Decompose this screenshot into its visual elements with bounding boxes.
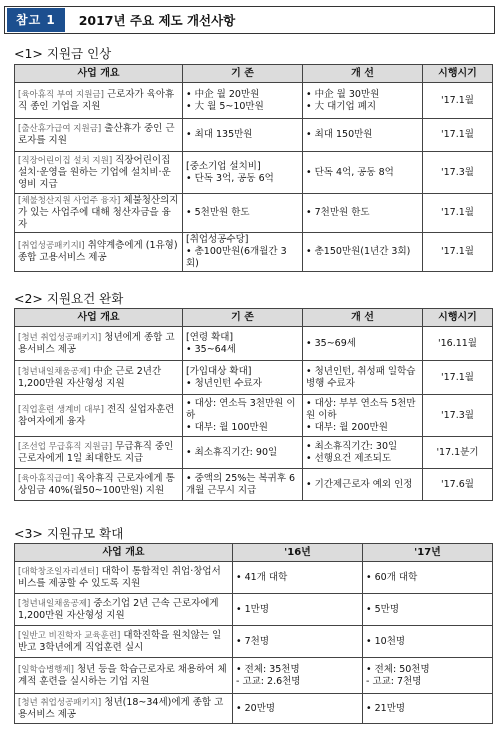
- row-date: '17.1월: [423, 233, 493, 272]
- row-date: '17.3월: [423, 152, 493, 194]
- table-header-row: [15, 544, 493, 562]
- row-after-line: • 대부: 월 200만원: [306, 421, 388, 433]
- row-after: [303, 469, 423, 501]
- row-desc-text: 대학진학을 원치않는 일반고 3학년에게 직업훈련 실시: [18, 629, 222, 653]
- row-after-line: - 고교: 7천명: [366, 675, 422, 687]
- row-tag: [청년 취업성공패키지]: [18, 332, 102, 343]
- row-desc-text: 체불청산의지가 있는 사업주에 대해 청산자금을 융자: [18, 195, 179, 230]
- row-before-line: [중소기업 설치비]: [186, 160, 261, 172]
- row-desc-text: 청년에게 종합 고용서비스 제공: [18, 331, 175, 355]
- row-before: [183, 469, 303, 501]
- table-header-row: [15, 309, 493, 327]
- column-header: 사업 개요: [15, 309, 183, 327]
- row-desc-text: 청년 등을 학습근로자로 채용하여 체계적 훈련을 실시하는 기업 지원: [18, 663, 227, 687]
- row-after-line: • 전체: 50천명: [366, 663, 430, 675]
- row-desc-text: 중소기업 2년 근속 근로자에게 1,200만원 자산형성 지원: [18, 597, 219, 621]
- row-tag: [체불청산지원 사업주 융자]: [18, 196, 121, 206]
- row-tag: [취업성공패키지Ⅰ]: [18, 241, 85, 251]
- row-before-line: [연령 확대]: [186, 331, 234, 343]
- row-before: [233, 562, 363, 594]
- row-description: [15, 658, 233, 694]
- row-description: [15, 152, 183, 194]
- row-before: [183, 233, 303, 272]
- row-desc-text: 육아휴직 근로자에게 통상임금 40%(월50~100만원) 지원: [18, 472, 175, 496]
- table-header-row: [15, 65, 493, 83]
- table-row: [15, 361, 493, 395]
- section1-title: <1> 지원금 인상: [14, 46, 112, 61]
- row-after-line: • 中企 월 30만원: [306, 88, 380, 100]
- table-row: [15, 469, 493, 501]
- row-after: [363, 562, 493, 594]
- row-date: '17.6월: [423, 469, 493, 501]
- row-after: [363, 658, 493, 694]
- row-after-line: • 21만명: [366, 702, 406, 714]
- row-before-line: • 단독 3억, 공동 6억: [186, 172, 274, 184]
- section2-table: [14, 308, 493, 501]
- row-before-line: • 35~64세: [186, 343, 236, 355]
- row-after-line: • 大 대기업 폐지: [306, 100, 377, 112]
- table-row: [15, 194, 493, 233]
- row-desc-text: 대학이 통합적인 취업·창업서비스를 제공할 수 있도록 지원: [18, 565, 221, 589]
- row-desc-text: 근로자가 육아휴직 종인 기업을 지원: [18, 88, 175, 112]
- row-tag: [직장어린이집 설치 지원]: [18, 155, 113, 166]
- row-after-line: • 선행요건 제조되도: [306, 452, 392, 464]
- document-header: [4, 6, 495, 34]
- section2-title: <2> 지원요건 완화: [14, 291, 124, 306]
- row-before-line: • 중액의 25%는 복귀후 6개월 근무시 지급: [186, 472, 296, 496]
- row-after: [303, 395, 423, 437]
- row-description: [15, 233, 183, 272]
- column-header: 사업 개요: [15, 65, 183, 83]
- row-date: '17.1월: [423, 361, 493, 395]
- row-after: [303, 437, 423, 469]
- row-description: [15, 626, 233, 658]
- row-after-line: • 60개 대학: [366, 571, 418, 583]
- row-before: [233, 658, 363, 694]
- column-header: 기 존: [183, 309, 303, 327]
- row-after: [363, 694, 493, 724]
- row-description: [15, 83, 183, 119]
- column-header: 개 선: [303, 309, 423, 327]
- row-desc-text: 직장어린이집 설치·운영을 원하는 기업에 설치비·운영비 지급: [18, 154, 171, 190]
- table-row: [15, 152, 493, 194]
- section1-table: [14, 64, 493, 272]
- column-header: 시행시기: [423, 309, 493, 327]
- row-before-line: [취업성공수당]: [186, 234, 249, 245]
- row-tag: [일반고 비진학자 교육훈련]: [18, 630, 121, 641]
- column-header: 사업 개요: [15, 544, 233, 562]
- row-after-line: • 단독 4억, 공동 8억: [306, 166, 394, 178]
- row-before: [233, 626, 363, 658]
- row-desc-text: 출산휴가 중인 근로자를 지원: [18, 123, 175, 146]
- row-before-line: • 전체: 35천명: [236, 663, 300, 675]
- row-tag: [청년 취업성공패키지]: [18, 697, 102, 708]
- row-description: [15, 469, 183, 501]
- row-after-line: • 최소휴직기간: 30일: [306, 440, 398, 452]
- row-before-line: • 총100만원(6개월간 3회): [186, 246, 287, 269]
- row-after-line: • 기간제근로자 예외 인정: [306, 478, 413, 490]
- row-tag: [청년내일채움공제]: [18, 598, 91, 609]
- table-row: [15, 233, 493, 272]
- table-row: [15, 626, 493, 658]
- row-before: [233, 694, 363, 724]
- table-row: [15, 562, 493, 594]
- row-before: [183, 327, 303, 361]
- row-after: [303, 83, 423, 119]
- row-after-line: • 7천만원 한도: [306, 207, 370, 218]
- row-before: [183, 119, 303, 152]
- column-header: 개 선: [303, 65, 423, 83]
- row-after: [363, 594, 493, 626]
- row-after-line: • 5만명: [366, 603, 400, 615]
- row-before-line: [가입대상 확대]: [186, 365, 252, 377]
- row-description: [15, 437, 183, 469]
- row-desc-text: 中企 근로 2년간 1,200만원 자산형성 지원: [18, 365, 162, 389]
- row-before-line: - 고교: 2.6천명: [236, 675, 301, 687]
- row-date: '17.1분기: [423, 437, 493, 469]
- row-before: [183, 361, 303, 395]
- row-desc-text: 무급휴직 중인 근로자에게 1일 최대한도 지급: [18, 440, 174, 464]
- row-after-line: • 총150만원(1년간 3회): [306, 246, 411, 257]
- row-before-line: • 41개 대학: [236, 571, 288, 583]
- row-before-line: • 청년인턴 수료자: [186, 377, 262, 389]
- table-row: [15, 83, 493, 119]
- row-before-line: • 7천명: [236, 635, 270, 647]
- table-row: [15, 594, 493, 626]
- column-header: 시행시기: [423, 65, 493, 83]
- row-after: [303, 152, 423, 194]
- row-after: [303, 194, 423, 233]
- row-desc-text: 취약계층에게 (1유형) 종합 고용서비스 제공: [18, 240, 178, 263]
- row-before-line: • 대부: 월 100만원: [186, 421, 268, 433]
- column-header: 기 존: [183, 65, 303, 83]
- row-after: [303, 233, 423, 272]
- row-description: [15, 395, 183, 437]
- column-header: '16년: [233, 544, 363, 562]
- row-after-line: • 10천명: [366, 635, 406, 647]
- table-row: [15, 694, 493, 724]
- row-tag: [대학창조일자리센터]: [18, 566, 99, 577]
- row-date: '17.3월: [423, 395, 493, 437]
- row-before: [183, 83, 303, 119]
- row-before-line: • 20만명: [236, 702, 276, 714]
- table-row: [15, 437, 493, 469]
- row-tag: [육아휴직급여]: [18, 473, 74, 484]
- row-before: [183, 194, 303, 233]
- row-description: [15, 361, 183, 395]
- row-tag: [직업훈련 생계비 대부]: [18, 404, 104, 415]
- row-date: '16.11월: [423, 327, 493, 361]
- row-after-line: • 대상: 부부 연소득 5천만원 이하: [306, 397, 416, 421]
- row-before: [183, 152, 303, 194]
- row-description: [15, 562, 233, 594]
- row-description: [15, 194, 183, 233]
- column-header: '17년: [363, 544, 493, 562]
- row-after: [363, 626, 493, 658]
- row-before: [233, 594, 363, 626]
- row-before: [183, 395, 303, 437]
- row-tag: [청년내일채움공제]: [18, 366, 91, 377]
- row-tag: [일학습병행제]: [18, 664, 74, 675]
- row-before-line: • 최대 135만원: [186, 129, 253, 140]
- row-before-line: • 5천만원 한도: [186, 207, 250, 218]
- table-row: [15, 119, 493, 152]
- row-after: [303, 119, 423, 152]
- row-date: '17.1월: [423, 194, 493, 233]
- row-after-line: • 35~69세: [306, 337, 356, 349]
- row-before-line: • 최소휴직기간: 90일: [186, 446, 278, 458]
- row-tag: [육아휴직 부여 지원금]: [18, 89, 104, 100]
- row-tag: [출산휴가급여 지원금]: [18, 124, 102, 134]
- reference-badge: 참고 1: [7, 8, 65, 32]
- row-after-line: • 최대 150만원: [306, 129, 373, 140]
- row-after: [303, 361, 423, 395]
- row-before-line: • 1만명: [236, 603, 270, 615]
- row-before-line: • 大 월 5~10만원: [186, 100, 264, 112]
- row-after: [303, 327, 423, 361]
- row-tag: [조선업 무급휴직 지원금]: [18, 441, 113, 452]
- table-row: [15, 658, 493, 694]
- row-before: [183, 437, 303, 469]
- table-row: [15, 395, 493, 437]
- row-desc-text: 청년(18~34세)에게 종합 고용서비스 제공: [18, 696, 224, 720]
- row-after-line: • 청년인턴, 취성패 일학습병행 수료자: [306, 365, 416, 389]
- section3-table: [14, 543, 493, 724]
- row-desc-text: 전직 실업자훈련 참여자에게 융자: [18, 403, 175, 427]
- table-row: [15, 327, 493, 361]
- row-before-line: • 대상: 연소득 3천만원 이하: [186, 397, 296, 421]
- row-before-line: • 中企 월 20만원: [186, 88, 260, 100]
- section3-title: <3> 지원규모 확대: [14, 526, 124, 541]
- row-date: '17.1월: [423, 83, 493, 119]
- row-date: '17.1월: [423, 119, 493, 152]
- row-description: [15, 594, 233, 626]
- row-description: [15, 327, 183, 361]
- document-title: 2017년 주요 제도 개선사항: [78, 13, 236, 28]
- row-description: [15, 119, 183, 152]
- row-description: [15, 694, 233, 724]
